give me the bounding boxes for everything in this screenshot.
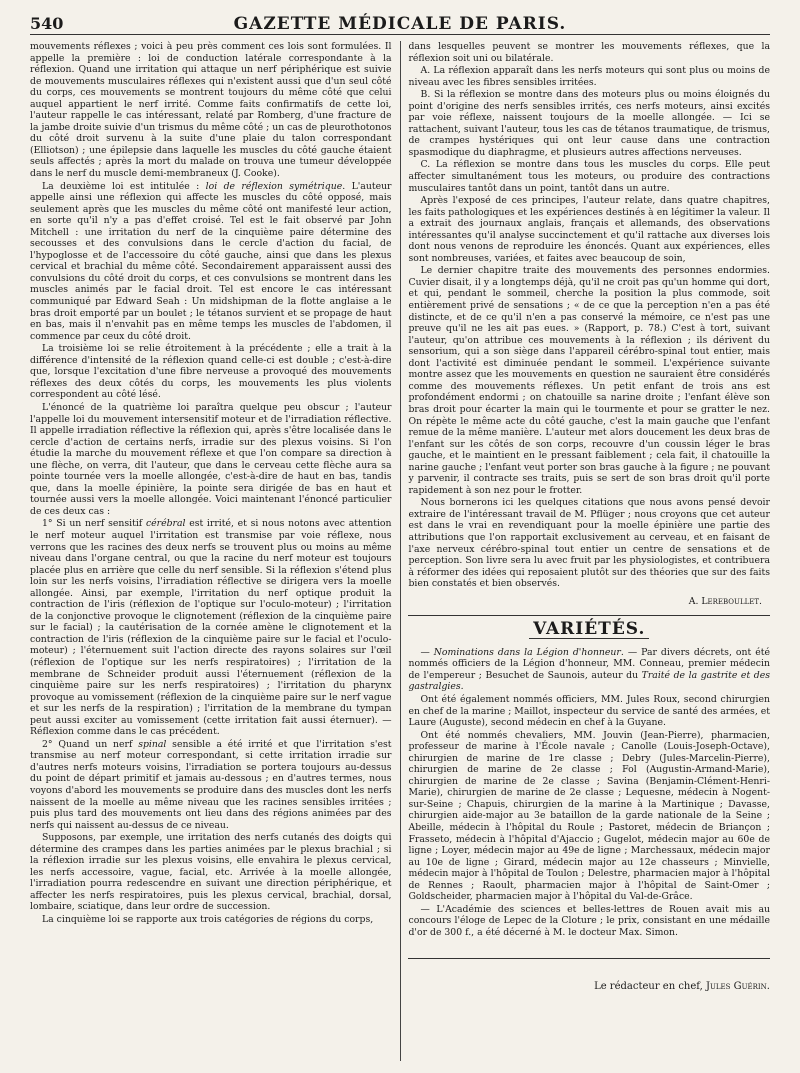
section-rule — [408, 615, 770, 616]
text-run: est irrité, et si nous notons avec attention le nerf moteur auquel l'irritation est transmise par voie réflexe, nous verrons que les racines des deux nerfs se trouvent plus ou moins au même niveau dans l'organe central, ou que la racine du nerf moteur est toujours placée plus en arrière que celle du nerf sensible. Si la réflexion s'étend plus loin sur les nerfs voisins, l'irradiation réflective se dirigera vers la moelle allongée. Ainsi, par exemple, l'irritation du nerf optique produit la contraction de l'iris (réflexion de l'optique sur l'oculo-moteur) ; l'irritation de la conjonctive provoque le clignotement (réflexion de la cinquième paire sur le facial) ; la cautérisation de la cornée amène le clignotement et la contraction de l'iris (réflexion de la cinquième paire sur le facial et l'oculo-moteur) ; l'éternuement suit l'action directe des rayons solaires sur l'œil (réflexion de l'optique sur les nerfs respiratoires) ; l'irritation de la membrane de Schneider produit aussi l'éternuement (réflexion de la cinquième paire sur les nerfs respiratoires) ; l'irritation du pharynx provoque au vomissement (réflexion de la cinquième paire sur le nerf vague et sur les nerfs de la respiration) ; l'irritation de la membrane du tympan peut aussi exciter au vomissement (cette irritation fait aussi éternuer). — Réflexion comme dans le cas précédent. — [30, 518, 392, 738]
text-run: sensible a été irrité et que l'irritation s'est transmise au nerf moteur correspondant, si cette irritation irradie sur d'autres nerfs moteurs voisins, l'irradiation se portera toujours au-dessus du point de départ primitif et jamais au-dessous ; en d'autres termes, nous voyons d'abord les mouvements se produire dans des muscles dont les nerfs naissent de la moelle au même niveau que les racines sensibles irritées ; puis plus tard des mouvements ont lieu dans des régions animées par des nerfs qui naissent au-dessus de ce niveau. — [30, 738, 392, 831]
page-header — [30, 12, 770, 35]
footer-rule — [408, 958, 770, 959]
italic-run: spinal — [138, 738, 167, 750]
paragraph: C. La réflexion se montre dans tous les muscles du corps. Elle peut affecter simultanément tous les moteurs, ou produire des contractions musculaires tantôt dans un point, tantôt dans un autre. — [408, 159, 770, 194]
paragraph: Ont été également nommés officiers, MM. Jules Roux, second chirurgien en chef de la marine ; Maillot, inspecteur du service de santé des armées, et Laure (Auguste), second médecin en chef à la Guyane. — [408, 693, 770, 729]
paragraph — [408, 647, 770, 693]
paragraph: L'énoncé de la quatrième loi paraîtra quelque peu obscur ; l'auteur l'appelle loi du mouvement intersensitif moteur et de l'irradiation réflective. Il appelle irradiation réflective la réflexion qui, après s'être localisée dans le cercle d'action de certains nerfs, irradie sur des plexus voisins. Si l'on étudie la marche du mouvement réflexe et que l'on compare sa direction à une flèche, on verra, dit l'auteur, que dans le cerveau cette flèche aura sa pointe tournée vers la moelle allongée, c'est-à-dire de haut en bas, tandis que, dans la moelle épinière, la pointe sera dirigée de bas en haut et tournée aussi vers la moelle allongée. Voici maintenant l'énoncé particulier de ces deux cas : — [30, 401, 392, 517]
italic-run: cérébral — [145, 518, 186, 530]
italic-run: Traité de la gastrite et des gastralgies — [408, 669, 770, 693]
paragraph: mouvements réflexes ; voici à peu près comment ces lois sont formulées. Il appelle la première : loi de conduction latérale correspondante à la réflexion. Quand une irritation qui attaque un nerf périphérique est suivie de mouvements musculaires réflexes qui n'existent aussi que d'un seul côté du corps, ces mouvements se montrent toujours du même côté que celui auquel appartient le nerf irrité. Comme faits confirmatifs de cette loi, l'auteur rappelle le cas intéressant, relaté par Romberg, d'une fracture de la jambe droite suivie d'un trismus du même côté ; un cas de pleurothotonos du côté droit survenu à la suite d'une plaie du talon correspondant (Elliotson) ; une épilepsie dans laquelle les muscles du côté gauche étaient seuls affectés ; après la mort du malade on trouva une tumeur développée dans le nerf du muscle demi-membraneux (J. Cooke). — [30, 41, 392, 180]
right-column — [400, 41, 770, 1061]
editor-line — [408, 981, 770, 993]
paragraph: B. Si la réflexion se montre dans des moteurs plus ou moins éloignés du point d'origine des nerfs sensibles irrités, ces nerfs moteurs, ainsi excités par voie réflexe, naissent toujours de la moelle allongée. — Ici se rattachent, suivant l'auteur, tous les cas de tétanos traumatique, de trismus, de crampes hystériques qui ont leur cause dans une contraction spasmodique du diaphragme, et plusieurs autres affections nerveuses. — [408, 89, 770, 158]
paragraph: Supposons, par exemple, une irritation des nerfs cutanés des doigts qui détermine des crampes dans les parties animées par le plexus brachial ; si la réflexion irradie sur les plexus voisins, elle envahira le plexus cervical, les nerfs accessoire, vague, facial, etc. Arrivée à la moelle allongée, l'irradiation pourra redescendre en suivant une direction périphérique, et affecter les nerfs respiratoires, puis les plexus cervical, brachial, dorsal, lombaire, sciatique, dans leur ordre de succession. — [30, 832, 392, 913]
page-number: 540 — [30, 14, 64, 33]
text-run: 2° Quand un nerf — [42, 738, 139, 750]
italic-run: Nominations dans la Légion d'honneur — [433, 646, 621, 658]
editor-name: Jules Guérin. — [706, 981, 770, 993]
text-columns — [30, 41, 770, 1061]
text-run: . — Par divers décrets, ont été nommés officiers de la Légion d'honneur, MM. Conneau, premier médecin de l'empereur ; Besuchet de Saunois, auteur du — [408, 646, 770, 681]
paragraph: dans lesquelles peuvent se montrer les mouvements réflexes, que la réflexion soit uni ou bilatérale. — [408, 41, 770, 64]
text-run: — — [420, 646, 434, 658]
text-run: La deuxième loi est intitulée : — [42, 180, 206, 192]
journal-title: GAZETTE MÉDICALE DE PARIS. — [233, 14, 567, 34]
paragraph: Le dernier chapitre traite des mouvements des personnes endormies. Cuvier disait, il y a longtemps déjà, qu'il ne croit pas qu'un homme qui dort, et qui, pendant le sommeil, cherche la position la plus commode, soit entièrement privé de sensations ; « de ce que la perception n'en a pas été distincte, et de ce qu'il n'en a pas conservé la mémoire, ce n'est pas une preuve qu'il ne les ait pas eues. » (Rapport, p. 78.) C'est à tort, suivant l'auteur, qu'on attribue ces mouvements à la réflexion ; ils dérivent du sensorium, qui a son siège dans l'appareil cérébro-spinal tout entier, mais dont l'activité est diminuée pendant le sommeil. L'expérience suivante montre assez que les mouvements en question ne sauraient être considérés comme des mouvements réflexes. Un petit enfant de trois ans est profondément endormi ; on chatouille sa narine droite ; l'enfant élève son bras droit pour écarter la main qui le tourmente et pour se gratter le nez. On répète le même acte du côté gauche, c'est la main gauche que l'enfant remue de la même manière. L'auteur met alors doucement les deux bras de l'enfant sur les côtés de son corps, recouvre d'un coussin léger le bras gauche, et le maintient en le pressant faiblement ; cela fait, il chatouille la narine gauche ; l'enfant veut porter son bras gauche à la figure ; ne pouvant y parvenir, il contracte ses traits, puis se sert de son bras droit qu'il porte rapidement à son nez pour le frotter. — [408, 265, 770, 496]
paragraph — [30, 181, 392, 343]
paragraph: Nous bornerons ici les quelques citations que nous avons pensé devoir extraire de l'intéressant travail de M. Pflüger ; nous croyons que cet auteur est dans le vrai en revendiquant pour la moelle épinière une partie des attributions que l'on rapportait exclusivement au cerveau, et en faisant de l'axe nerveux cérébro-spinal tout entier un centre de sensations et de perception. Son livre sera lu avec fruit par les physiologistes, et contribuera à réformer des idées qui reposaient plutôt sur des théories que sur des faits bien constatés et bien observés. — [408, 497, 770, 590]
section-title: VARIÉTÉS. — [533, 619, 646, 640]
paragraph: A. La réflexion apparaît dans les nerfs moteurs qui sont plus ou moins de niveau avec les fibres sensibles irritées. — [408, 65, 770, 88]
paragraph: La cinquième loi se rapporte aux trois catégories de régions du corps, — [42, 914, 374, 926]
author-signature: A. Lereboullet. — [688, 595, 762, 607]
paragraph — [30, 518, 392, 737]
editor-label: Le rédacteur en chef, — [594, 981, 706, 993]
left-column — [30, 41, 400, 1061]
text-run: . L'auteur appelle ainsi une réflexion qui affecte les muscles du côté opposé, mais seulement après que les muscles du même côté ont manifesté leur action, en sorte qu'il n'y a pas d'effet croisé. Tel est le fait observé par John Mitchell : une irritation du nerf de la cinquième paire détermine des secousses et des convulsions dans le cercle d'action du facial, de l'hypoglosse et de l'accessoire du côté gauche, ainsi que dans les plexus cervical et brachial du même côté. Secondairement apparaissent aussi des convulsions du côté droit du corps, et ces convulsions se montrent dans les muscles animés par le facial droit. Tel est encore le cas intéressant communiqué par Edward Seah : Un midshipman de la flotte anglaise a le bras droit emporté par un boulet ; le tétanos survient et se propage de haut en bas, mais il n'envahit pas en même temps les muscles de l'abdomen, il commence par ceux du côté droit. — [30, 180, 392, 342]
text-run: 1° Si un nerf sensitif — [42, 518, 146, 530]
italic-run: loi de réflexion symétrique — [205, 180, 343, 192]
paragraph: La troisième loi se relie étroitement à la précédente ; elle a trait à la différence d'intensité de la réflexion quand celle-ci est double ; c'est-à-dire que, lorsque l'excitation d'une fibre nerveuse a provoqué des mouvements réflexes des deux côtés du corps, les mouvements les plus violents correspondent au côté lésé. — [30, 343, 392, 401]
paragraph — [30, 739, 392, 831]
paragraph: — L'Académie des sciences et belles-lettres de Rouen avait mis au concours l'éloge de Lepec de la Cloture ; le prix, consistant en une médaille d'or de 300 f., a été décerné à M. le docteur Max. Simon. — [408, 903, 770, 938]
paragraph: Après l'exposé de ces principes, l'auteur relate, dans quatre chapitres, les faits pathologiques et les expériences destinés à en légitimer la valeur. Il a extrait des journaux anglais, français et allemands, des observations intéressantes qu'il analyse succinctement et qu'il rattache aux diverses lois dont nous venons de reproduire les énoncés. Quant aux expériences, elles sont nombreuses, variées, et faites avec beaucoup de soin, — [408, 195, 770, 264]
paragraph: Ont été nommés chevaliers, MM. Jouvin (Jean-Pierre), pharmacien, professeur de marine à l'École navale ; Canolle (Louis-Joseph-Octave), chirurgien de marine de 1re classe ; Debry (Jules-Marcelin-Pierre), chirurgien de marine de 2e classe ; Fol (Augustin-Armand-Marie), chirurgien de marine de 2e classe ; Savina (Benjamin-Clément-Henri-Marie), chirurgien de marine de 2e classe ; Lequesne, médecin à Nogent-sur-Seine ; Chapuis, chirurgien de la marine à la Martinique ; Davasse, chirurgien aide-major au 3e bataillon de la garde nationale de la Seine ; Abeille, médecin à l'hôpital du Roule ; Pastoret, médecin de Briançon ; Frasseto, médecin à l'hôpital d'Ajaccio ; Gugelot, médecin major au 60e de ligne ; Loyer, médecin major au 49e de ligne ; Marchessaux, médecin major au 10e de ligne ; Girard, médecin major au 12e chasseurs ; Minvielle, médecin major à l'hôpital de Toulon ; Delestre, pharmacien major à l'hôpital de Rennes ; Raoult, pharmacien major à l'hôpital de Saint-Omer ; Goldscheider, pharmacien major à l'hôpital du Val-de-Grâce. — [408, 729, 770, 903]
text-run: . — [460, 681, 464, 693]
